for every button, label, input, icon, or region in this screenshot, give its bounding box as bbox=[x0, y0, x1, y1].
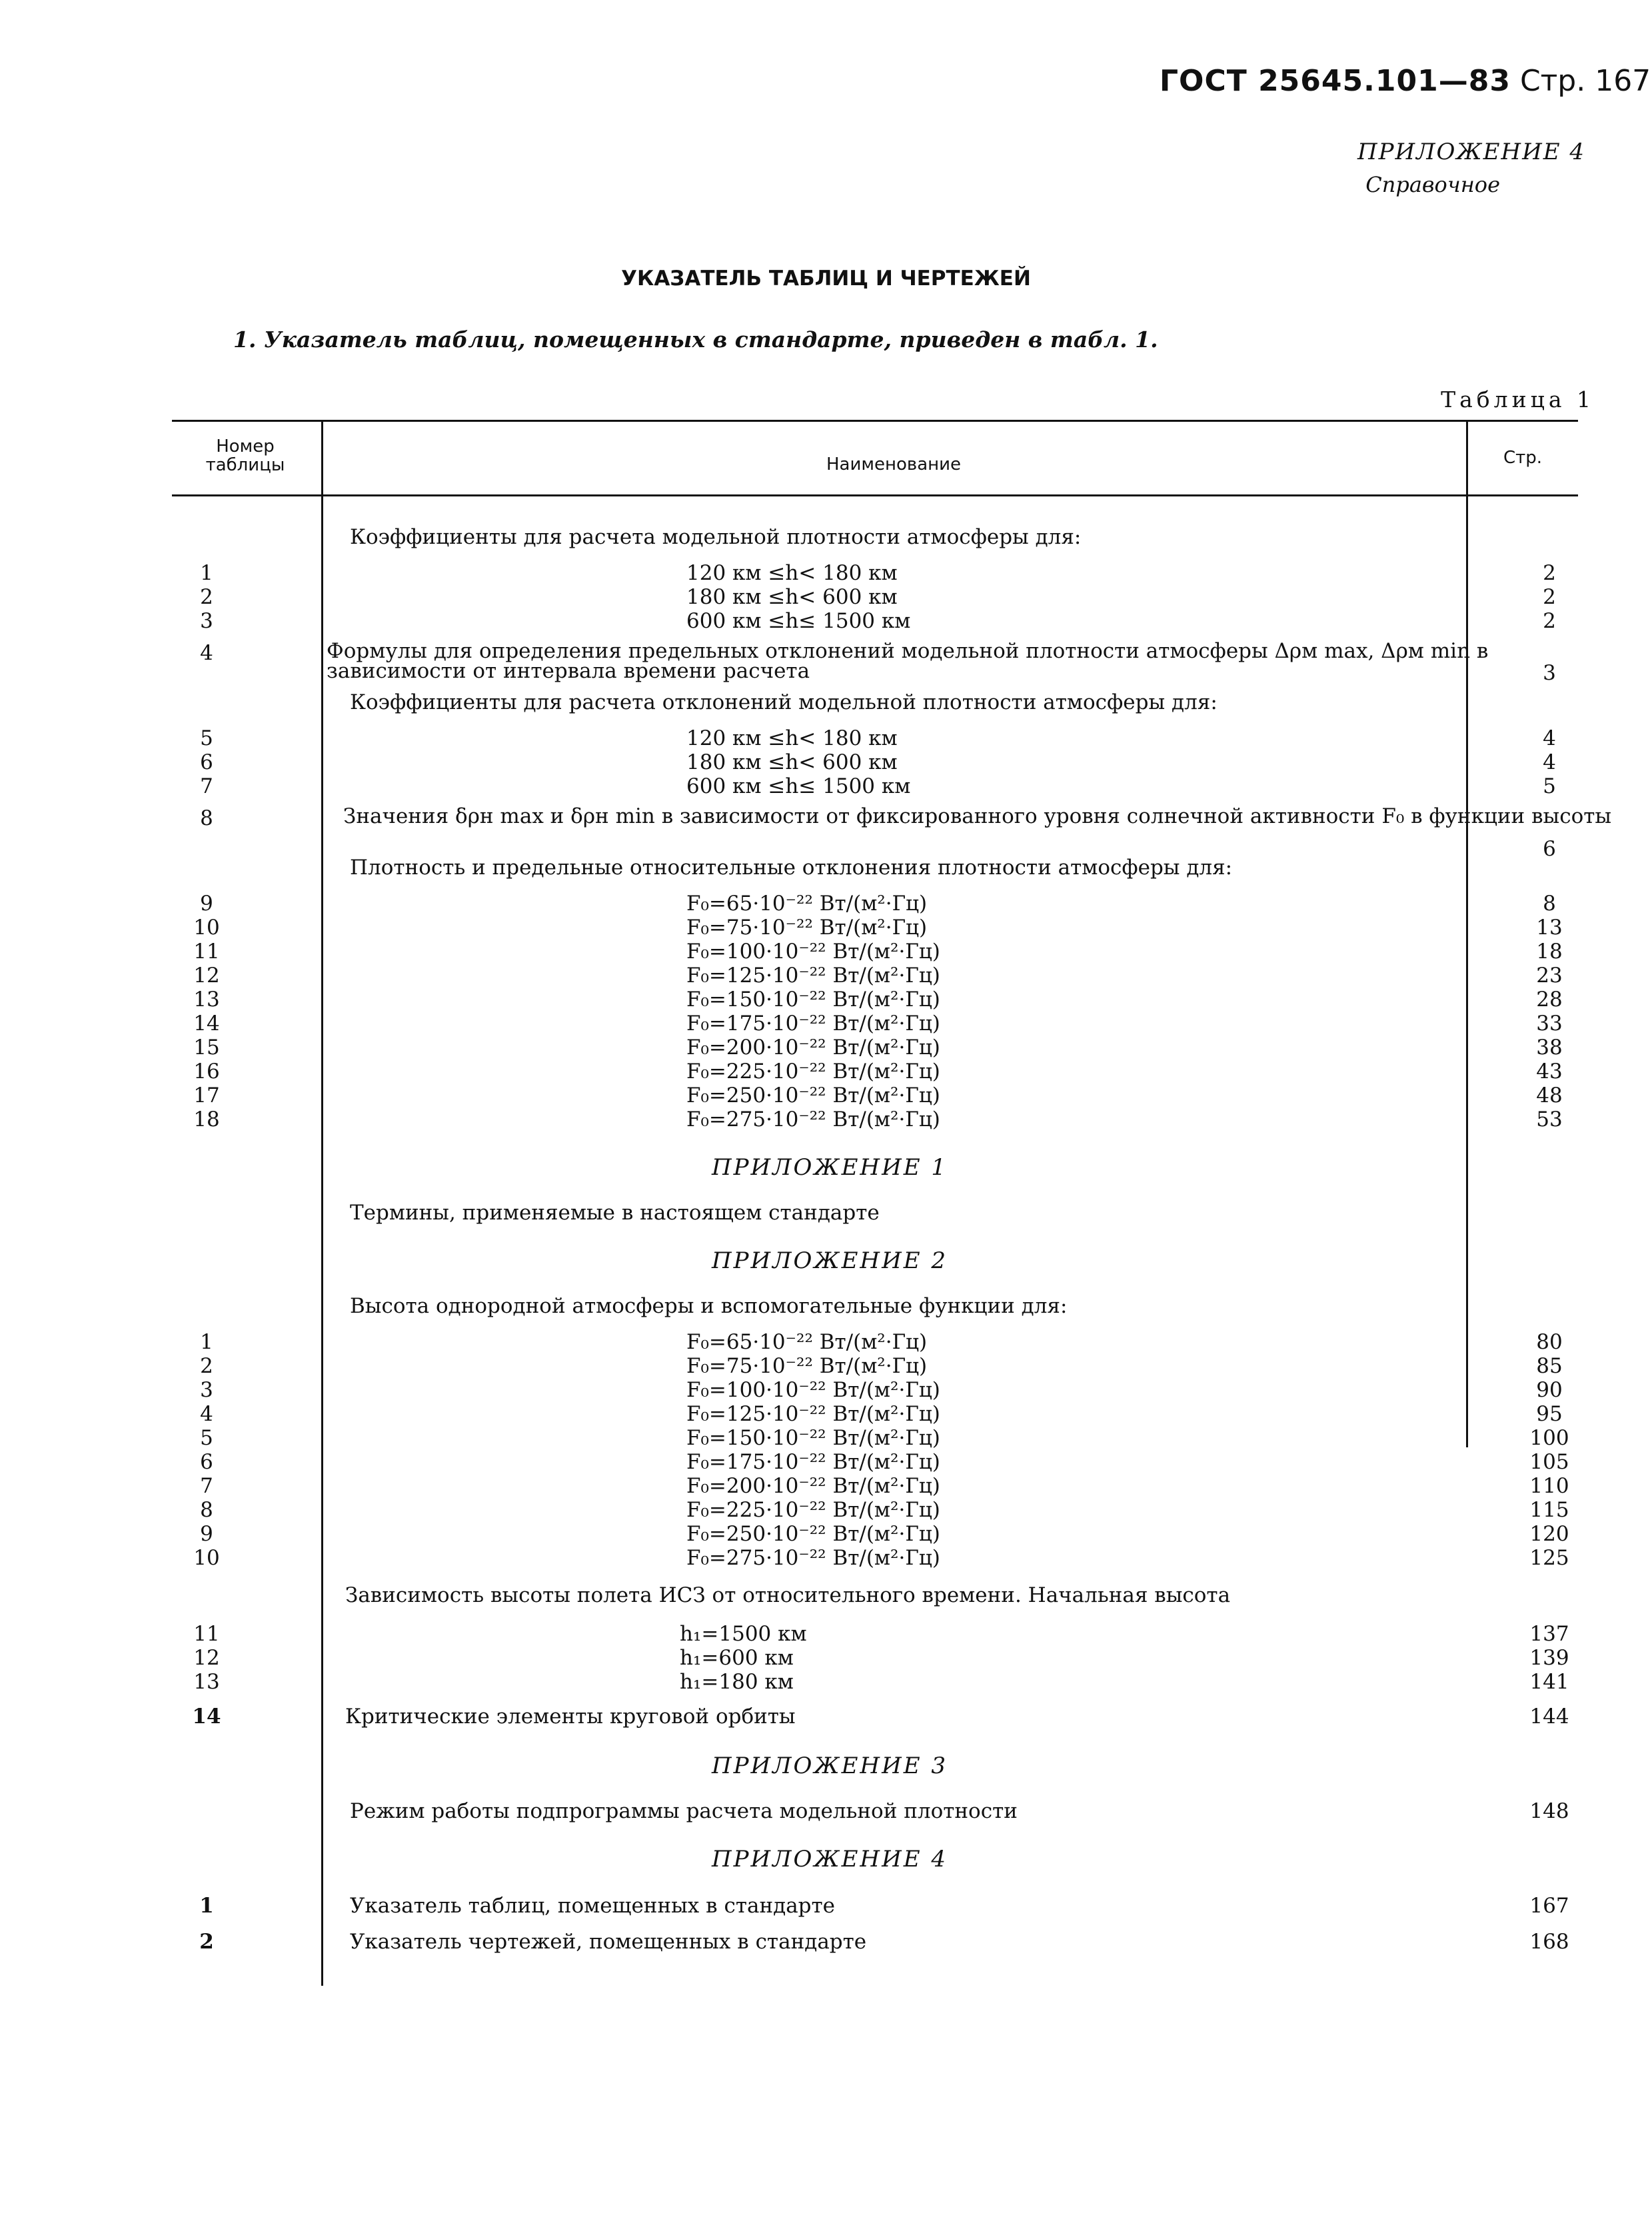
row-page: 2 bbox=[1543, 585, 1556, 609]
row-page: 38 bbox=[1536, 1036, 1563, 1060]
row-page: 18 bbox=[1536, 940, 1563, 964]
page-header bbox=[1160, 64, 1651, 98]
table-divider-left bbox=[321, 421, 323, 1986]
row-page: 4 bbox=[1543, 750, 1556, 774]
row-page: 8 bbox=[1543, 892, 1556, 916]
row-title: h₁=1500 км bbox=[680, 1622, 807, 1646]
row-title: 120 км ≤h< 180 км bbox=[686, 561, 898, 585]
row-title: Критические элементы круговой орбиты bbox=[345, 1705, 796, 1729]
column-header-number-line1: Номер bbox=[216, 436, 275, 456]
row-title: F₀=225·10⁻²² Вт/(м²·Гц) bbox=[686, 1060, 940, 1084]
row-page: 33 bbox=[1536, 1012, 1563, 1036]
row-number: 15 bbox=[193, 1036, 220, 1060]
row-number: 14 bbox=[193, 1012, 220, 1036]
gost-number: ГОСТ 25645.101—83 bbox=[1160, 64, 1511, 98]
row-title: 180 км ≤h< 600 км bbox=[686, 750, 898, 774]
row-title: F₀=275·10⁻²² Вт/(м²·Гц) bbox=[686, 1108, 940, 1131]
row-number: 2 bbox=[199, 1930, 214, 1954]
row-title: Указатель таблиц, помещенных в стандарте bbox=[350, 1894, 836, 1918]
row-page: 167 bbox=[1529, 1894, 1569, 1918]
row-title: F₀=250·10⁻²² Вт/(м²·Гц) bbox=[686, 1084, 940, 1108]
row-title: h₁=180 км bbox=[680, 1670, 794, 1694]
row-page: 13 bbox=[1536, 916, 1563, 940]
row-page: 139 bbox=[1529, 1646, 1569, 1670]
row-page: 5 bbox=[1543, 774, 1556, 798]
appendix-status: Справочное bbox=[1365, 172, 1500, 197]
row-number: 8 bbox=[200, 1498, 213, 1522]
row-title: F₀=125·10⁻²² Вт/(м²·Гц) bbox=[686, 1402, 940, 1426]
row-page: 105 bbox=[1529, 1450, 1569, 1474]
row-title: F₀=200·10⁻²² Вт/(м²·Гц) bbox=[686, 1474, 940, 1498]
row-title: F₀=225·10⁻²² Вт/(м²·Гц) bbox=[686, 1498, 940, 1522]
table-top-rule bbox=[172, 420, 1578, 422]
row-number: 17 bbox=[193, 1084, 220, 1108]
row-page: 115 bbox=[1529, 1498, 1569, 1522]
row-number: 7 bbox=[200, 774, 213, 798]
document-title: УКАЗАТЕЛЬ ТАБЛИЦ И ЧЕРТЕЖЕЙ bbox=[621, 267, 1031, 291]
row-number: 13 bbox=[193, 988, 220, 1012]
row-page: 110 bbox=[1529, 1474, 1569, 1498]
row-number: 1 bbox=[200, 561, 213, 585]
row-title: Коэффициенты для расчета отклонений модельной плотности атмосферы для: bbox=[350, 690, 1218, 714]
column-header-number-line2: таблицы bbox=[205, 455, 285, 475]
row-page: 95 bbox=[1536, 1402, 1563, 1426]
row-title: 600 км ≤h≤ 1500 км bbox=[686, 609, 911, 633]
row-number: 12 bbox=[193, 1646, 220, 1670]
row-number: 11 bbox=[193, 940, 220, 964]
row-page: 141 bbox=[1529, 1670, 1569, 1694]
row-number: 10 bbox=[193, 916, 220, 940]
table-caption: Таблица 1 bbox=[1441, 386, 1595, 412]
row-title: Плотность и предельные относительные отклонения плотности атмосферы для: bbox=[350, 856, 1233, 880]
row-page: 23 bbox=[1536, 964, 1563, 988]
row-title: F₀=125·10⁻²² Вт/(м²·Гц) bbox=[686, 964, 940, 988]
row-number: 6 bbox=[200, 750, 213, 774]
row-title: F₀=75·10⁻²² Вт/(м²·Гц) bbox=[686, 916, 928, 940]
row-number: 3 bbox=[200, 1378, 213, 1402]
row-title: F₀=65·10⁻²² Вт/(м²·Гц) bbox=[686, 1330, 928, 1354]
column-header-page: Стр. bbox=[1503, 448, 1543, 468]
table-header-rule bbox=[172, 494, 1578, 496]
row-title: F₀=150·10⁻²² Вт/(м²·Гц) bbox=[686, 988, 940, 1012]
row-page: 90 bbox=[1536, 1378, 1563, 1402]
row-title: h₁=600 км bbox=[680, 1646, 794, 1670]
row-number: 12 bbox=[193, 964, 220, 988]
row-title: 120 км ≤h< 180 км bbox=[686, 726, 898, 750]
row-title: Коэффициенты для расчета модельной плотности атмосферы для: bbox=[350, 525, 1082, 549]
row-number: 18 bbox=[193, 1108, 220, 1131]
row-title: F₀=175·10⁻²² Вт/(м²·Гц) bbox=[686, 1450, 940, 1474]
row-number: 13 bbox=[193, 1670, 220, 1694]
row-number: 3 bbox=[200, 609, 213, 633]
row-title: 180 км ≤h< 600 км bbox=[686, 585, 898, 609]
row-page: 168 bbox=[1529, 1930, 1569, 1954]
row-page: 53 bbox=[1536, 1108, 1563, 1131]
section-title: ПРИЛОЖЕНИЕ 1 bbox=[711, 1154, 948, 1181]
row-title: F₀=100·10⁻²² Вт/(м²·Гц) bbox=[686, 1378, 940, 1402]
row-number: 6 bbox=[200, 1450, 213, 1474]
row-title: F₀=75·10⁻²² Вт/(м²·Гц) bbox=[686, 1354, 928, 1378]
row-page: 43 bbox=[1536, 1060, 1563, 1084]
section-title: ПРИЛОЖЕНИЕ 2 bbox=[711, 1247, 948, 1274]
row-number: 7 bbox=[200, 1474, 213, 1498]
row-page: 144 bbox=[1529, 1705, 1569, 1729]
row-number: 8 bbox=[200, 806, 213, 830]
row-title: F₀=250·10⁻²² Вт/(м²·Гц) bbox=[686, 1522, 940, 1546]
page-number: Стр. 167 bbox=[1519, 64, 1651, 98]
row-page: 120 bbox=[1529, 1522, 1569, 1546]
row-number: 1 bbox=[200, 1330, 213, 1354]
row-title: F₀=175·10⁻²² Вт/(м²·Гц) bbox=[686, 1012, 940, 1036]
row-title: F₀=150·10⁻²² Вт/(м²·Гц) bbox=[686, 1426, 940, 1450]
row-number: 10 bbox=[193, 1546, 220, 1570]
row-title: F₀=65·10⁻²² Вт/(м²·Гц) bbox=[686, 892, 928, 916]
row-number: 1 bbox=[199, 1894, 214, 1918]
row-number: 14 bbox=[192, 1705, 221, 1729]
row-title: Режим работы подпрограммы расчета модельной плотности bbox=[350, 1799, 1018, 1823]
column-header-name: Наименование bbox=[826, 454, 962, 474]
row-number: 4 bbox=[200, 1402, 213, 1426]
row-page: 137 bbox=[1529, 1622, 1569, 1646]
row-page: 4 bbox=[1543, 726, 1556, 750]
row-page: 148 bbox=[1529, 1799, 1569, 1823]
row-page: 2 bbox=[1543, 561, 1556, 585]
row-number: 9 bbox=[200, 1522, 213, 1546]
row-page: 125 bbox=[1529, 1546, 1569, 1570]
row-title: F₀=100·10⁻²² Вт/(м²·Гц) bbox=[686, 940, 940, 964]
appendix-title: ПРИЛОЖЕНИЕ 4 bbox=[1357, 139, 1585, 165]
row-page: 6 bbox=[1543, 837, 1556, 861]
row-number: 9 bbox=[200, 892, 213, 916]
intro-text: 1. Указатель таблиц, помещенных в стандарте, приведен в табл. 1. bbox=[233, 327, 1158, 353]
row-number: 5 bbox=[200, 726, 213, 750]
row-title: F₀=275·10⁻²² Вт/(м²·Гц) bbox=[686, 1546, 940, 1570]
section-title: ПРИЛОЖЕНИЕ 4 bbox=[711, 1846, 948, 1872]
row-title: 600 км ≤h≤ 1500 км bbox=[686, 774, 911, 798]
row-page: 3 bbox=[1543, 661, 1556, 685]
row-page: 100 bbox=[1529, 1426, 1569, 1450]
row-page: 85 bbox=[1536, 1354, 1563, 1378]
row-number: 2 bbox=[200, 1354, 213, 1378]
row-number: 16 bbox=[193, 1060, 220, 1084]
table-divider-right bbox=[1466, 421, 1468, 1447]
row-title: Значения δρн max и δρн min в зависимости от фиксированного уровня солнечной активности F₀ в функции высоты bbox=[343, 804, 1612, 828]
row-page: 48 bbox=[1536, 1084, 1563, 1108]
section-title: ПРИЛОЖЕНИЕ 3 bbox=[711, 1753, 948, 1779]
row-number: 2 bbox=[200, 585, 213, 609]
column-header-number bbox=[172, 437, 319, 474]
row-title: Высота однородной атмосферы и вспомогательные функции для: bbox=[350, 1294, 1068, 1318]
row-title: F₀=200·10⁻²² Вт/(м²·Гц) bbox=[686, 1036, 940, 1060]
row-number: 11 bbox=[193, 1622, 220, 1646]
row-title: Термины, применяемые в настоящем стандарте bbox=[350, 1201, 880, 1225]
row-number: 5 bbox=[200, 1426, 213, 1450]
row-page: 2 bbox=[1543, 609, 1556, 633]
row-number: 4 bbox=[200, 641, 213, 665]
row-title: Указатель чертежей, помещенных в стандарте bbox=[350, 1930, 867, 1954]
row-page: 28 bbox=[1536, 988, 1563, 1012]
row-title: Зависимость высоты полета ИСЗ от относительного времени. Начальная высота bbox=[345, 1583, 1231, 1607]
row-title: Формулы для определения предельных отклонений модельной плотности атмосферы Δρм max, Δρм min в зависимости от интервала времени расчета bbox=[327, 639, 1489, 683]
row-page: 80 bbox=[1536, 1330, 1563, 1354]
